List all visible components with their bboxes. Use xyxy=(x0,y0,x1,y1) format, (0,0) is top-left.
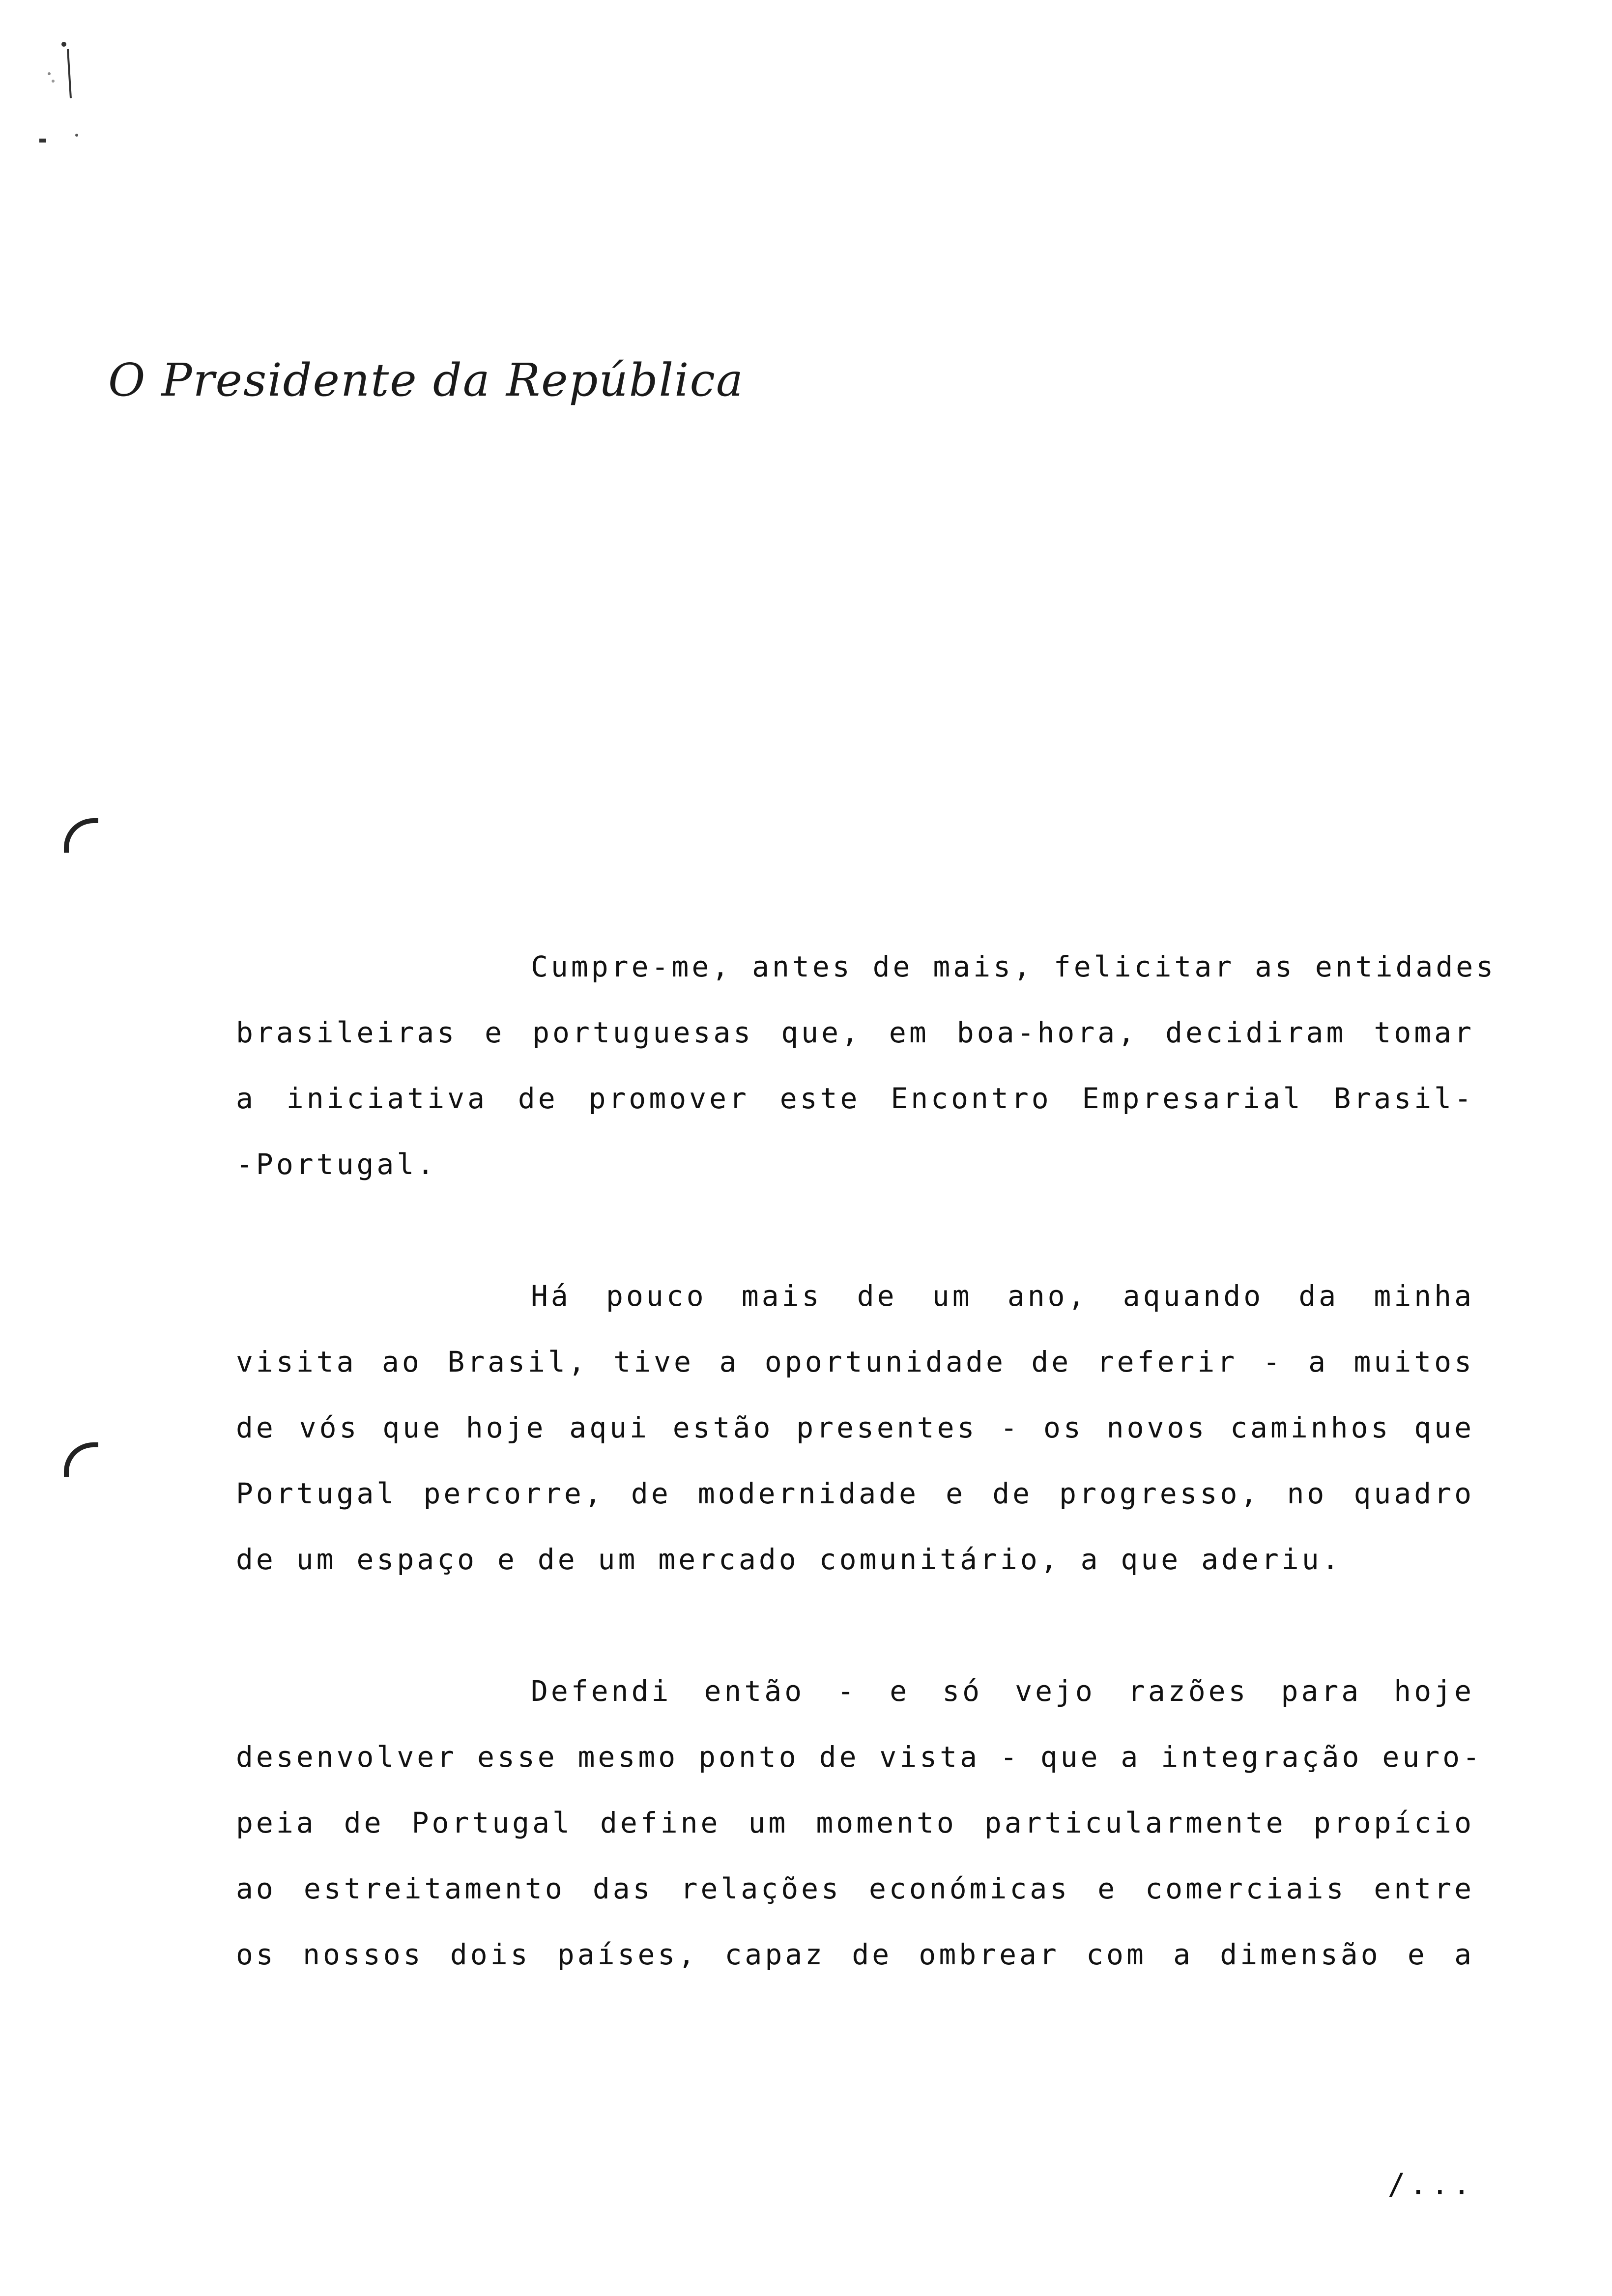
letterhead-title: O Presidente da República xyxy=(108,354,744,406)
text-line: desenvolver esse mesmo ponto de vista - que a integração euro- xyxy=(236,1740,1483,1774)
text-line: Portugal percorre, de modernidade e de progresso, no quadro xyxy=(236,1477,1474,1510)
text-line: de um espaço e de um mercado comunitário, a que aderiu. xyxy=(236,1543,1342,1576)
paragraph xyxy=(236,1263,1474,1592)
text-line: ao estreitamento das relações económicas e comerciais entre xyxy=(236,1872,1474,1905)
paragraph xyxy=(236,1658,1483,1987)
text-line: a iniciativa de promover este Encontro Empresarial Brasil- xyxy=(236,1082,1474,1115)
text-line: Cumpre-me, antes de mais, felicitar as entidades xyxy=(531,950,1497,983)
binder-hole-mark xyxy=(64,818,98,853)
scan-specks xyxy=(29,29,88,157)
text-line: brasileiras e portuguesas que, em boa-hora, decidiram tomar xyxy=(236,1016,1474,1049)
text-line: Defendi então - e só vejo razões para hoje xyxy=(531,1674,1474,1708)
letter-body xyxy=(236,934,1497,2053)
text-line: -Portugal. xyxy=(236,1148,437,1181)
text-line: visita ao Brasil, tive a oportunidade de referir - a muitos xyxy=(236,1345,1474,1378)
text-line: os nossos dois países, capaz de ombrear com a dimensão e a xyxy=(236,1938,1474,1971)
text-line: de vós que hoje aqui estão presentes - os novos caminhos que xyxy=(236,1411,1474,1444)
paragraph xyxy=(236,934,1497,1197)
binder-hole-mark xyxy=(64,1442,98,1477)
page-continuation-mark: /... xyxy=(1387,2167,1474,2202)
text-line: Há pouco mais de um ano, aquando da minha xyxy=(531,1279,1474,1313)
text-line: peia de Portugal define um momento particularmente propício xyxy=(236,1806,1474,1839)
